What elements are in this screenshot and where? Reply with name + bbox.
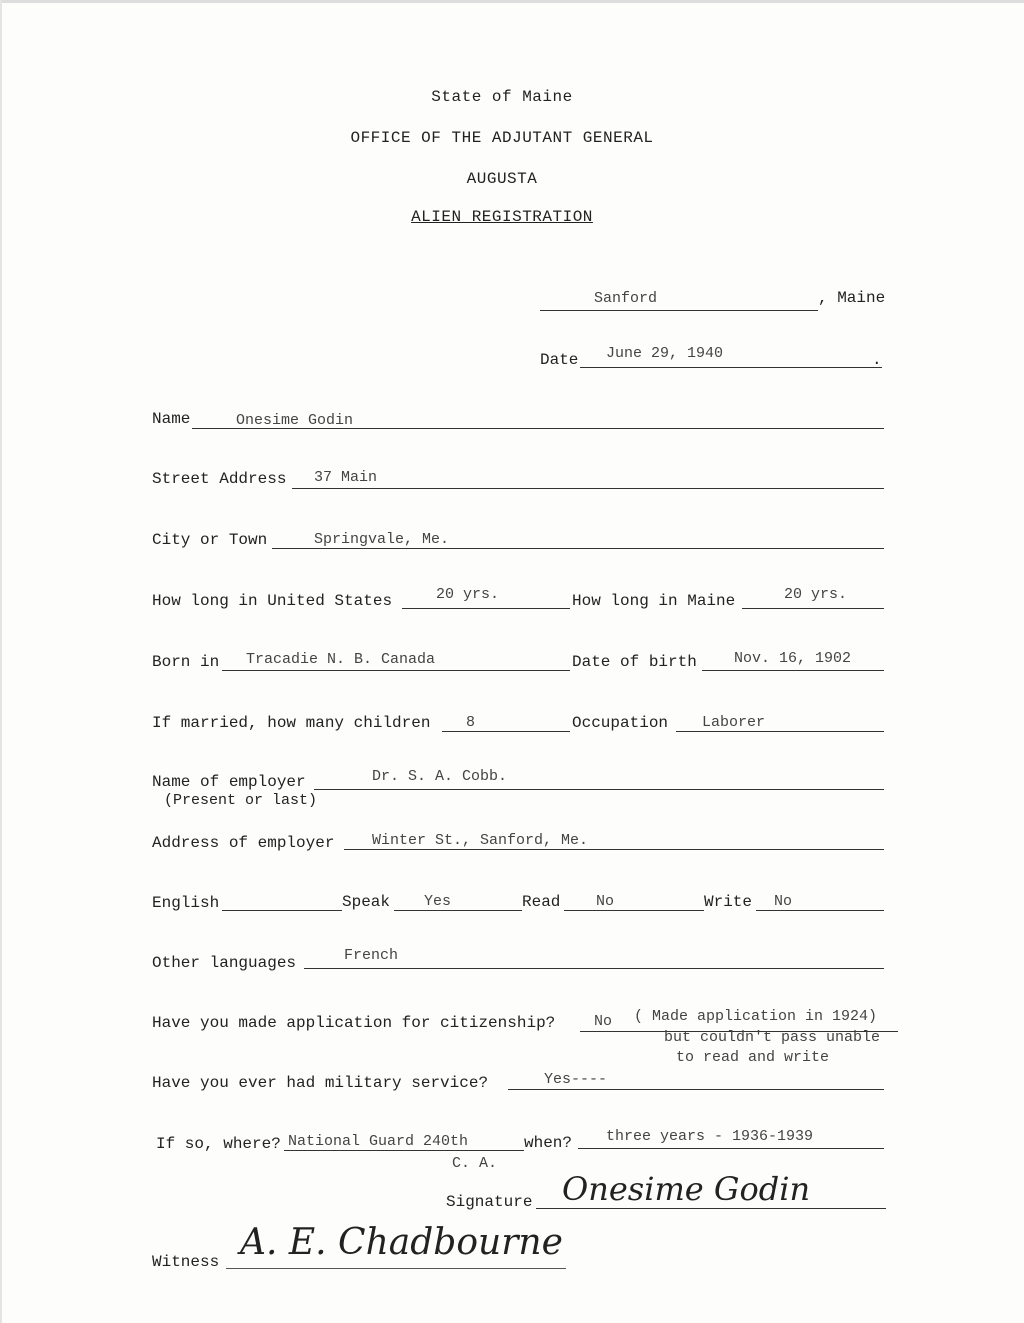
employer-sublabel: (Present or last) [164, 792, 318, 809]
us-years-line [402, 608, 570, 609]
children-line [442, 731, 570, 732]
citizenship-label: Have you made application for citizenship? [152, 1014, 556, 1032]
street-line [292, 488, 884, 489]
form-title: ALIEN REGISTRATION [411, 208, 593, 226]
city-label: City or Town [152, 531, 268, 549]
witness-handwriting: A. E. Chadbourne [240, 1222, 563, 1263]
employer-address-line [344, 849, 884, 850]
name-line [192, 428, 884, 429]
citizenship-note-2: but couldn't pass unable [664, 1029, 881, 1046]
speak-label: Speak [342, 893, 391, 911]
where-value-2: C. A. [452, 1155, 498, 1172]
place-value: Sanford [594, 290, 658, 307]
write-value: No [774, 893, 793, 910]
born-line [222, 670, 570, 671]
us-years-label: How long in United States [152, 592, 393, 610]
born-value: Tracadie N. B. Canada [246, 651, 436, 668]
citizenship-note-1: ( Made application in 1924) [634, 1008, 878, 1025]
date-label: Date [540, 351, 579, 369]
employer-label: Name of employer [152, 773, 306, 791]
employer-line [314, 789, 884, 790]
citizenship-value: No [594, 1013, 613, 1030]
signature-handwriting: Onesime Godin [562, 1170, 811, 1208]
signature-label: Signature [446, 1193, 533, 1211]
date-value: June 29, 1940 [606, 345, 724, 362]
name-value: Onesime Godin [236, 412, 354, 429]
place-line [540, 310, 818, 311]
city-line [272, 548, 884, 549]
english-label: English [152, 894, 220, 912]
children-label: If married, how many children [152, 714, 431, 732]
when-value: three years - 1936-1939 [606, 1128, 814, 1145]
maine-years-label: How long in Maine [572, 592, 736, 610]
office-heading: OFFICE OF THE ADJUTANT GENERAL [350, 129, 654, 147]
where-value: National Guard 240th [288, 1133, 469, 1150]
place-suffix: , Maine [818, 289, 886, 307]
speak-value: Yes [424, 893, 452, 910]
name-label: Name [152, 410, 191, 428]
write-line [756, 910, 884, 911]
city-value: Springvale, Me. [314, 531, 450, 548]
dob-line [702, 670, 884, 671]
employer-value: Dr. S. A. Cobb. [372, 768, 508, 785]
witness-line [226, 1268, 566, 1269]
military-label: Have you ever had military service? [152, 1074, 489, 1092]
other-languages-value: French [344, 947, 399, 964]
occupation-value: Laborer [702, 714, 766, 731]
other-languages-label: Other languages [152, 954, 297, 972]
occupation-line [676, 731, 884, 732]
street-label: Street Address [152, 470, 287, 488]
where-line [284, 1150, 524, 1151]
where-label: If so, where? [156, 1135, 281, 1153]
witness-label: Witness [152, 1253, 220, 1271]
scan-edge [0, 0, 2, 1323]
street-value: 37 Main [314, 469, 378, 486]
city-heading: AUGUSTA [466, 170, 538, 188]
maine-years-line [742, 608, 884, 609]
when-line [578, 1148, 884, 1149]
other-languages-line [304, 968, 884, 969]
us-years-value: 20 yrs. [436, 586, 500, 603]
state-heading: State of Maine [431, 88, 573, 106]
citizenship-note-3: to read and write [676, 1049, 830, 1066]
employer-address-value: Winter St., Sanford, Me. [372, 832, 589, 849]
read-line [564, 910, 704, 911]
date-suffix: . [872, 351, 882, 369]
occupation-label: Occupation [572, 714, 669, 732]
speak-line [394, 910, 522, 911]
children-value: 8 [466, 714, 476, 731]
dob-label: Date of birth [572, 653, 697, 671]
date-line [580, 367, 882, 368]
military-line [508, 1089, 884, 1090]
english-line [222, 910, 342, 911]
read-label: Read [522, 893, 561, 911]
when-label: when? [524, 1134, 573, 1152]
scan-edge [0, 0, 1024, 3]
employer-address-label: Address of employer [152, 834, 335, 852]
maine-years-value: 20 yrs. [784, 586, 848, 603]
write-label: Write [704, 893, 753, 911]
read-value: No [596, 893, 615, 910]
military-value: Yes---- [544, 1071, 608, 1088]
dob-value: Nov. 16, 1902 [734, 650, 852, 667]
signature-line [536, 1208, 886, 1209]
born-label: Born in [152, 653, 220, 671]
